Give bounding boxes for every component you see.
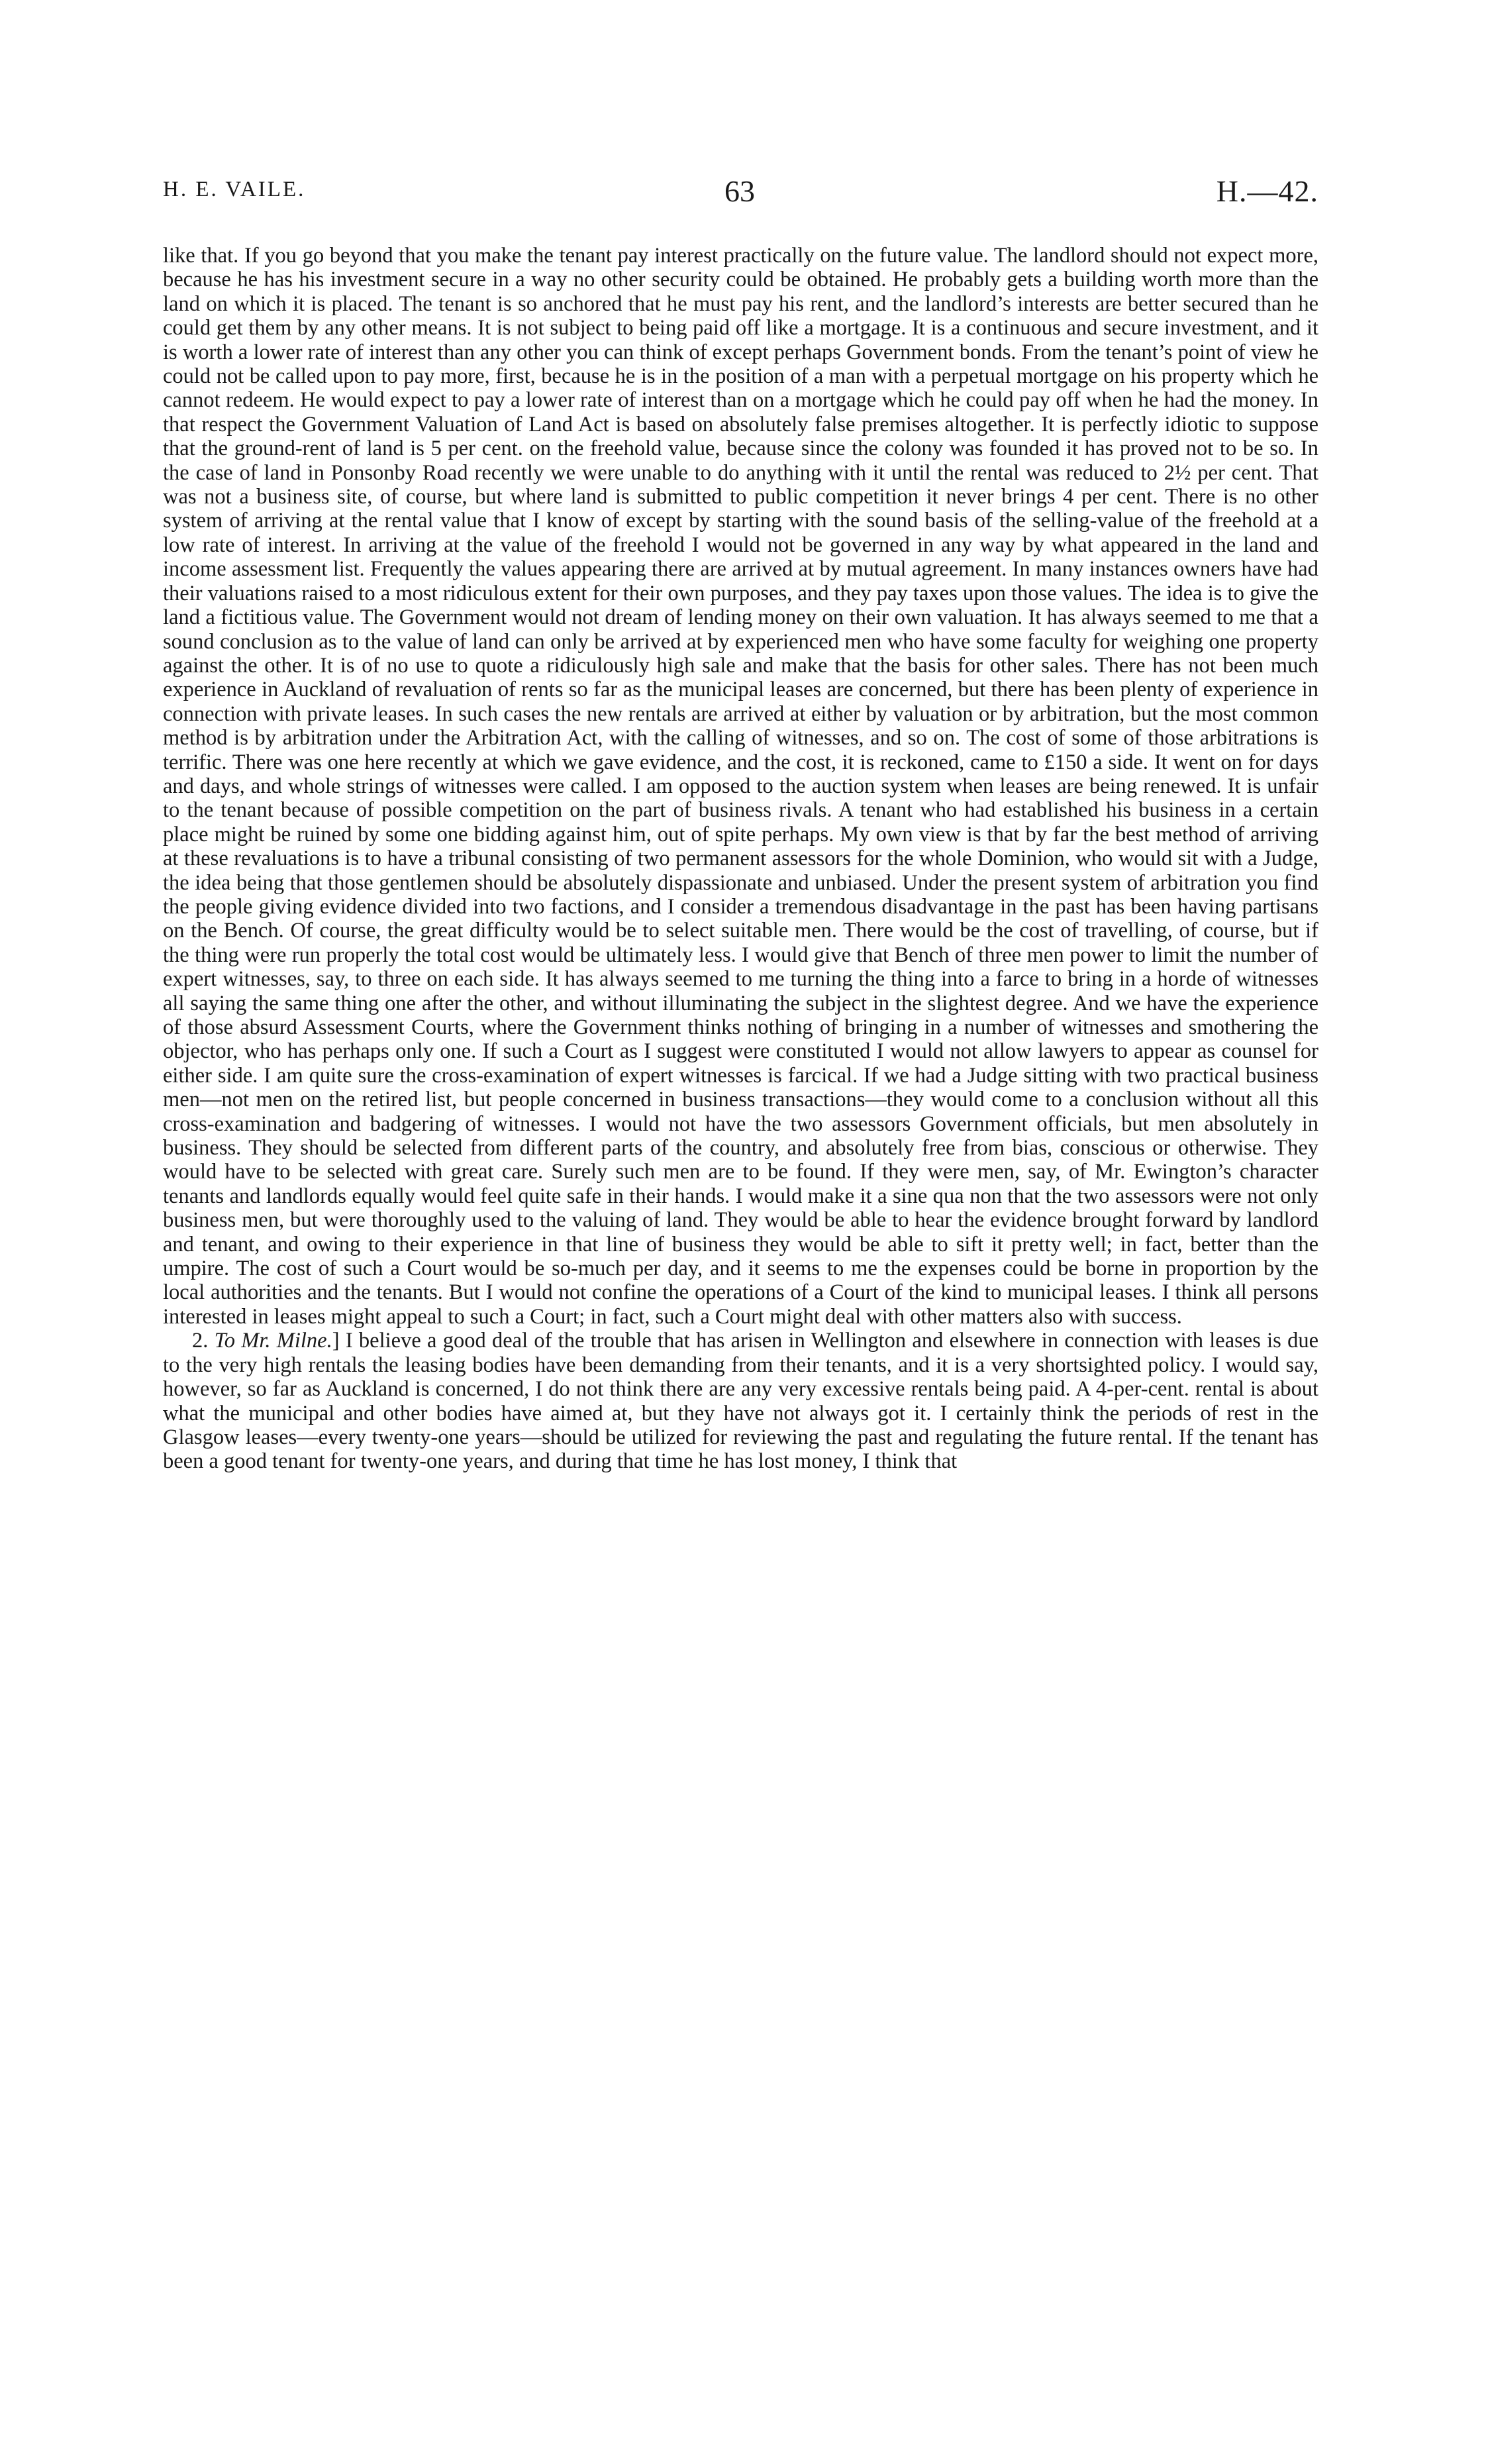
- body-text: [163, 244, 1318, 1474]
- paragraph-question-2: [163, 1329, 1318, 1473]
- paragraph-continued-evidence: like that. If you go beyond that you make the tenant pay interest practically on the future value. The landlord should not expect more, because he has his investment secure in a way no other security could be obtained. He probably gets a building worth more than the land on which it is placed. The tenant is so anchored that he must pay his rent, and the landlord’s interests are better secured than he could get them by any other means. It is not subject to being paid off like a mortgage. It is a continuous and secure investment, and it is worth a lower rate of interest than any other you can think of except perhaps Government bonds. From the tenant’s point of view he could not be called upon to pay more, first, because he is in the position of a man with a perpetual mortgage on his property which he cannot redeem. He would expect to pay a lower rate of interest than on a mortgage which he could pay off when he had the money. In that respect the Government Valuation of Land Act is based on absolutely false premises altogether. It is perfectly idiotic to suppose that the ground-rent of land is 5 per cent. on the freehold value, because since the colony was founded it has proved not to be so. In the case of land in Ponsonby Road recently we were unable to do anything with it until the rental was reduced to 2½ per cent. That was not a business site, of course, but where land is submitted to public competition it never brings 4 per cent. There is no other system of arriving at the rental value that I know of except by starting with the sound basis of the selling-value of the freehold at a low rate of interest. In arriving at the value of the freehold I would not be governed in any way by what appeared in the land and income assessment list. Frequently the values appearing there are arrived at by mutual agreement. In many instances owners have had their valuations raised to a most ridiculous extent for their own purposes, and they pay taxes upon those values. The idea is to give the land a fictitious value. The Government would not dream of lending money on their own valuation. It has always seemed to me that a sound conclusion as to the value of land can only be arrived at by experienced men who have some faculty for weighing one property against the other. It is of no use to quote a ridiculously high sale and make that the basis for other sales. There has not been much experience in Auckland of revaluation of rents so far as the municipal leases are concerned, but there has been plenty of experience in connection with private leases. In such cases the new rentals are arrived at either by valuation or by arbitration, but the most common method is by arbitration under the Arbitration Act, with the calling of witnesses, and so on. The cost of some of those arbitrations is terrific. There was one here recently at which we gave evidence, and the cost, it is reckoned, came to £150 a side. It went on for days and days, and whole strings of witnesses were called. I am opposed to the auction system when leases are being renewed. It is unfair to the tenant because of possible competition on the part of business rivals. A tenant who had established his business in a certain place might be ruined by some one bidding against him, out of spite perhaps. My own view is that by far the best method of arriving at these revaluations is to have a tribunal consisting of two permanent assessors for the whole Dominion, who would sit with a Judge, the idea being that those gentlemen should be absolutely dispassionate and unbiased. Under the present system of arbitration you find the people giving evidence divided into two factions, and I consider a tremendous disadvantage in the past has been having partisans on the Bench. Of course, the great difficulty would be to select suitable men. There would be the cost of travelling, of course, but if the thing were run properly the total cost would be ultimately less. I would give that Bench of three men power to limit the number of expert witnesses, say, to three on each side. It has always seemed to me turning the thing into a farce to bring in a horde of witnesses all saying the same thing one after the other, and without illuminating the subject in the slightest degree. And we have the experience of those absurd Assessment Courts, where the Government thinks nothing of bringing in a number of witnesses and smothering the objector, who has perhaps only one. If such a Court as I suggest were constituted I would not allow lawyers to appear as counsel for either side. I am quite sure the cross-examination of expert witnesses is farcical. If we had a Judge sitting with two practical business men—not men on the retired list, but people concerned in business transactions—they would come to a conclusion without all this cross-examination and badgering of witnesses. I would not have the two assessors Government officials, but men absolutely in business. They should be selected from different parts of the country, and absolutely free from bias, conscious or otherwise. They would have to be selected with great care. Surely such men are to be found. If they were men, say, of Mr. Ewington’s character tenants and landlords equally would feel quite safe in their hands. I would make it a sine qua non that the two assessors were not only business men, but were thoroughly used to the valuing of land. They would be able to hear the evidence brought forward by landlord and tenant, and owing to their experience in that line of business they would be able to sift it pretty well; in fact, better than the umpire. The cost of such a Court would be so-much per day, and it seems to me the expenses could be borne in proportion by the local authorities and the tenants. But I would not confine the operations of a Court of the kind to municipal leases. I think all persons interested in leases might appeal to such a Court; in fact, such a Court might deal with other matters also with success.: [163, 244, 1318, 1329]
- header-witness-name: H. E. VAILE.: [163, 178, 306, 201]
- paper-reference: H.—42.: [1216, 174, 1318, 208]
- question-addressee: To Mr. Milne.: [214, 1329, 332, 1353]
- running-header: [163, 174, 1318, 217]
- page-number: 63: [724, 174, 755, 208]
- question-number: 2.: [192, 1329, 209, 1353]
- answer-text: ] I believe a good deal of the trouble that has arisen in Wellington and elsewhere in connection with leases is due to the very high rentals the leasing bodies have been demanding from their tenants, and it is a very shortsighted policy. I would say, however, so far as Auckland is concerned, I do not think there are any very excessive rentals being paid. A 4-per-cent. rental is about what the municipal and other bodies have aimed at, but they have not always got it. I certainly think the periods of rest in the Glasgow leases—every twenty-one years—should be utilized for reviewing the past and regulating the future rental. If the tenant has been a good tenant for twenty-one years, and during that time he has lost money, I think that: [163, 1329, 1319, 1474]
